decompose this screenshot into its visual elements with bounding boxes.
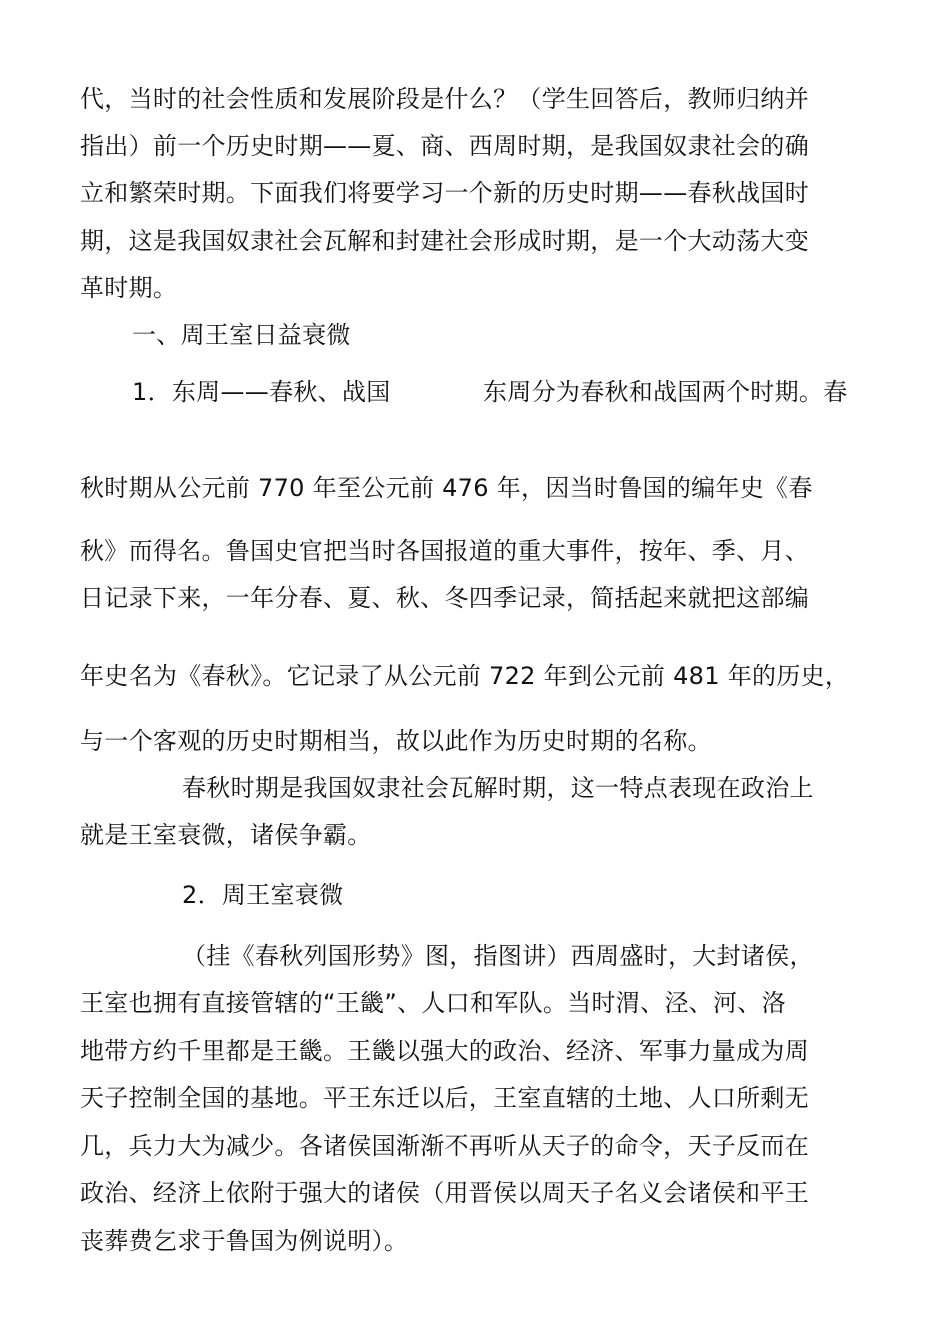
paragraph-line: 地带方约千里都是王畿。王畿以强大的政治、经济、军事力量成为周 (80, 1037, 809, 1065)
section-heading: 一、周王室日益衰微 (132, 321, 351, 349)
paragraph-line: 就是王室衰微，诸侯争霸。 (80, 821, 372, 849)
paragraph-line: 与一个客观的历史时期相当，故以此作为历史时期的名称。 (80, 727, 712, 755)
paragraph-line: （挂《春秋列国形势》图，指图讲）西周盛时，大封诸侯， (182, 942, 814, 970)
paragraph-line: 期，这是我国奴隶社会瓦解和封建社会形成时期，是一个大动荡大变 (80, 227, 809, 255)
paragraph-line: 秋》而得名。鲁国史官把当时各国报道的重大事件，按年、季、月、 (80, 537, 809, 565)
paragraph-line: 几，兵力大为减少。各诸侯国渐渐不再听从天子的命令，天子反而在 (80, 1132, 809, 1160)
paragraph-line: 革时期。 (80, 274, 178, 302)
paragraph-line: 王室也拥有直接管辖的“王畿”、人口和军队。当时渭、泾、河、洛 (80, 989, 786, 1017)
paragraph-line: 秋时期从公元前 770 年至公元前 476 年，因当时鲁国的编年史《春 (80, 474, 813, 502)
paragraph-line: 代，当时的社会性质和发展阶段是什么？（学生回答后，教师归纳并 (80, 85, 809, 113)
paragraph-line: 东周分为春秋和战国两个时期。春 (483, 378, 848, 406)
paragraph-line: 政治、经济上依附于强大的诸侯（用晋侯以周天子名义会诸侯和平王 (80, 1179, 809, 1207)
paragraph-line: 天子控制全国的基地。平王东迁以后，王室直辖的土地、人口所剩无 (80, 1084, 809, 1112)
subsection-heading: 2．周王室衰微 (182, 881, 344, 909)
subsection-heading: 1．东周——春秋、战国 (132, 378, 391, 406)
paragraph-line: 指出）前一个历史时期——夏、商、西周时期，是我国奴隶社会的确 (80, 132, 809, 160)
paragraph-line: 日记录下来，一年分春、夏、秋、冬四季记录，简括起来就把这部编 (80, 584, 809, 612)
paragraph-line: 春秋时期是我国奴隶社会瓦解时期，这一特点表现在政治上 (182, 774, 814, 802)
paragraph-line: 丧葬费乞求于鲁国为例说明）。 (80, 1227, 409, 1255)
paragraph-line: 立和繁荣时期。下面我们将要学习一个新的历史时期——春秋战国时 (80, 179, 809, 207)
paragraph-line: 年史名为《春秋》。它记录了从公元前 722 年到公元前 481 年的历史， (80, 662, 850, 690)
